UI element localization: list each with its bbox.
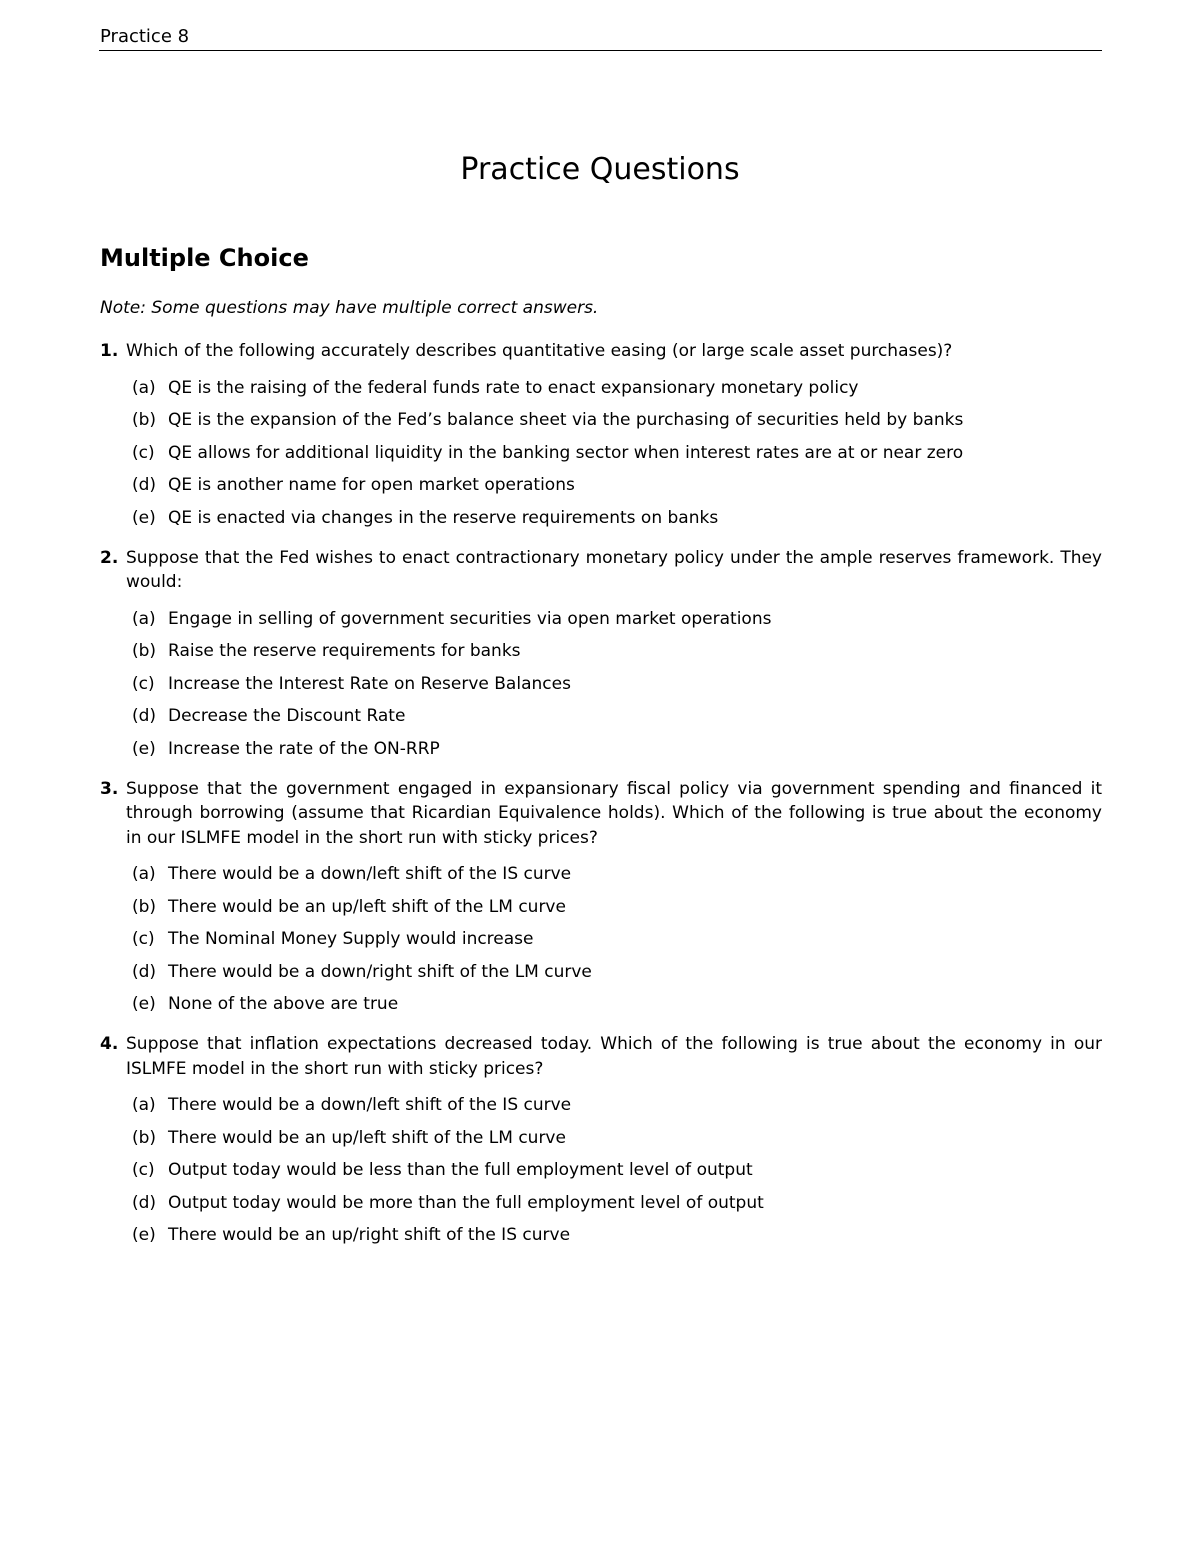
option-label: (c) bbox=[132, 929, 155, 949]
option-label: (e) bbox=[132, 994, 156, 1014]
option-text: There would be a down/left shift of the IS curve bbox=[168, 1095, 572, 1115]
question-number: 2. bbox=[100, 547, 119, 568]
option-label: (c) bbox=[132, 1160, 155, 1180]
section-note: Note: Some questions may have multiple correct answers. bbox=[100, 298, 599, 318]
option-c bbox=[126, 927, 1102, 951]
page-title: Practice Questions bbox=[460, 152, 740, 187]
option-label: (a) bbox=[132, 1095, 156, 1115]
option-e bbox=[126, 1223, 1102, 1247]
option-label: (c) bbox=[132, 442, 155, 463]
option-text: QE is the expansion of the Fed’s balance sheet via the purchasing of securities held by banks bbox=[168, 410, 964, 430]
option-text: Decrease the Discount Rate bbox=[168, 706, 406, 726]
option-text: QE is enacted via changes in the reserve requirements on banks bbox=[168, 507, 719, 528]
option-b bbox=[126, 895, 1102, 919]
option-list bbox=[126, 376, 1102, 530]
option-c bbox=[126, 672, 1102, 696]
option-label: (b) bbox=[132, 896, 157, 917]
option-label: (d) bbox=[132, 475, 157, 495]
option-label: (e) bbox=[132, 1225, 156, 1245]
option-text: The Nominal Money Supply would increase bbox=[168, 929, 534, 949]
option-a bbox=[126, 376, 1102, 400]
option-label: (b) bbox=[132, 1127, 157, 1148]
option-text: QE allows for additional liquidity in the banking sector when interest rates are at or near zero bbox=[168, 442, 964, 463]
option-label: (d) bbox=[132, 1192, 157, 1213]
option-text: Output today would be less than the full employment level of output bbox=[168, 1160, 753, 1180]
option-text: There would be a down/left shift of the IS curve bbox=[168, 864, 572, 884]
option-c bbox=[126, 441, 1102, 465]
option-e bbox=[126, 737, 1102, 761]
option-c bbox=[126, 1158, 1102, 1182]
option-d bbox=[126, 1191, 1102, 1215]
option-label: (a) bbox=[132, 377, 156, 398]
option-label: (b) bbox=[132, 410, 157, 430]
question-number: 4. bbox=[100, 1034, 119, 1054]
question-1 bbox=[100, 339, 1102, 530]
option-a bbox=[126, 862, 1102, 886]
option-e bbox=[126, 506, 1102, 530]
section-heading: Multiple Choice bbox=[100, 244, 309, 272]
option-text: None of the above are true bbox=[168, 994, 399, 1014]
option-a bbox=[126, 607, 1102, 631]
option-label: (e) bbox=[132, 507, 156, 528]
question-text: Suppose that the government engaged in expansionary fiscal policy via government spending and financed it through borrowing (assume that Ricardian Equivalence holds). Which of the following is true about the economy in our ISLMFE model in the short run with sticky prices? bbox=[126, 778, 1102, 848]
question-list bbox=[100, 339, 1102, 1263]
option-text: There would be an up/left shift of the LM curve bbox=[168, 896, 566, 917]
option-list bbox=[126, 1093, 1102, 1247]
option-text: There would be a down/right shift of the LM curve bbox=[168, 961, 592, 982]
question-4 bbox=[100, 1032, 1102, 1247]
option-b bbox=[126, 1126, 1102, 1150]
option-text: Increase the Interest Rate on Reserve Balances bbox=[168, 673, 571, 694]
question-text: Suppose that the Fed wishes to enact contractionary monetary policy under the ample reserves framework. They would: bbox=[126, 547, 1102, 592]
header-rule bbox=[99, 50, 1102, 51]
option-b bbox=[126, 639, 1102, 663]
option-label: (a) bbox=[132, 608, 156, 629]
option-d bbox=[126, 473, 1102, 497]
option-label: (a) bbox=[132, 864, 156, 884]
option-e bbox=[126, 992, 1102, 1016]
option-text: QE is the raising of the federal funds rate to enact expansionary monetary policy bbox=[168, 377, 859, 398]
option-d bbox=[126, 960, 1102, 984]
option-list bbox=[126, 607, 1102, 761]
option-label: (d) bbox=[132, 706, 157, 726]
option-list bbox=[126, 862, 1102, 1016]
question-number: 1. bbox=[100, 341, 119, 361]
question-number: 3. bbox=[100, 778, 119, 799]
option-label: (b) bbox=[132, 641, 157, 661]
option-text: Output today would be more than the full employment level of output bbox=[168, 1192, 764, 1213]
option-text: Engage in selling of government securities via open market operations bbox=[168, 608, 772, 629]
running-header: Practice 8 bbox=[100, 26, 190, 47]
option-text: There would be an up/right shift of the IS curve bbox=[168, 1225, 571, 1245]
option-label: (c) bbox=[132, 673, 155, 694]
option-text: Increase the rate of the ON-RRP bbox=[168, 738, 440, 759]
option-label: (d) bbox=[132, 961, 157, 982]
option-text: QE is another name for open market operations bbox=[168, 475, 575, 495]
option-b bbox=[126, 408, 1102, 432]
question-3 bbox=[100, 777, 1102, 1017]
question-text: Which of the following accurately describes quantitative easing (or large scale asset purchases)? bbox=[126, 341, 953, 361]
option-text: Raise the reserve requirements for banks bbox=[168, 641, 521, 661]
option-text: There would be an up/left shift of the LM curve bbox=[168, 1127, 566, 1148]
question-text: Suppose that inflation expectations decreased today. Which of the following is true about the economy in our ISLMFE model in the short run with sticky prices? bbox=[126, 1034, 1102, 1079]
option-d bbox=[126, 704, 1102, 728]
question-2 bbox=[100, 546, 1102, 761]
option-label: (e) bbox=[132, 738, 156, 759]
option-a bbox=[126, 1093, 1102, 1117]
